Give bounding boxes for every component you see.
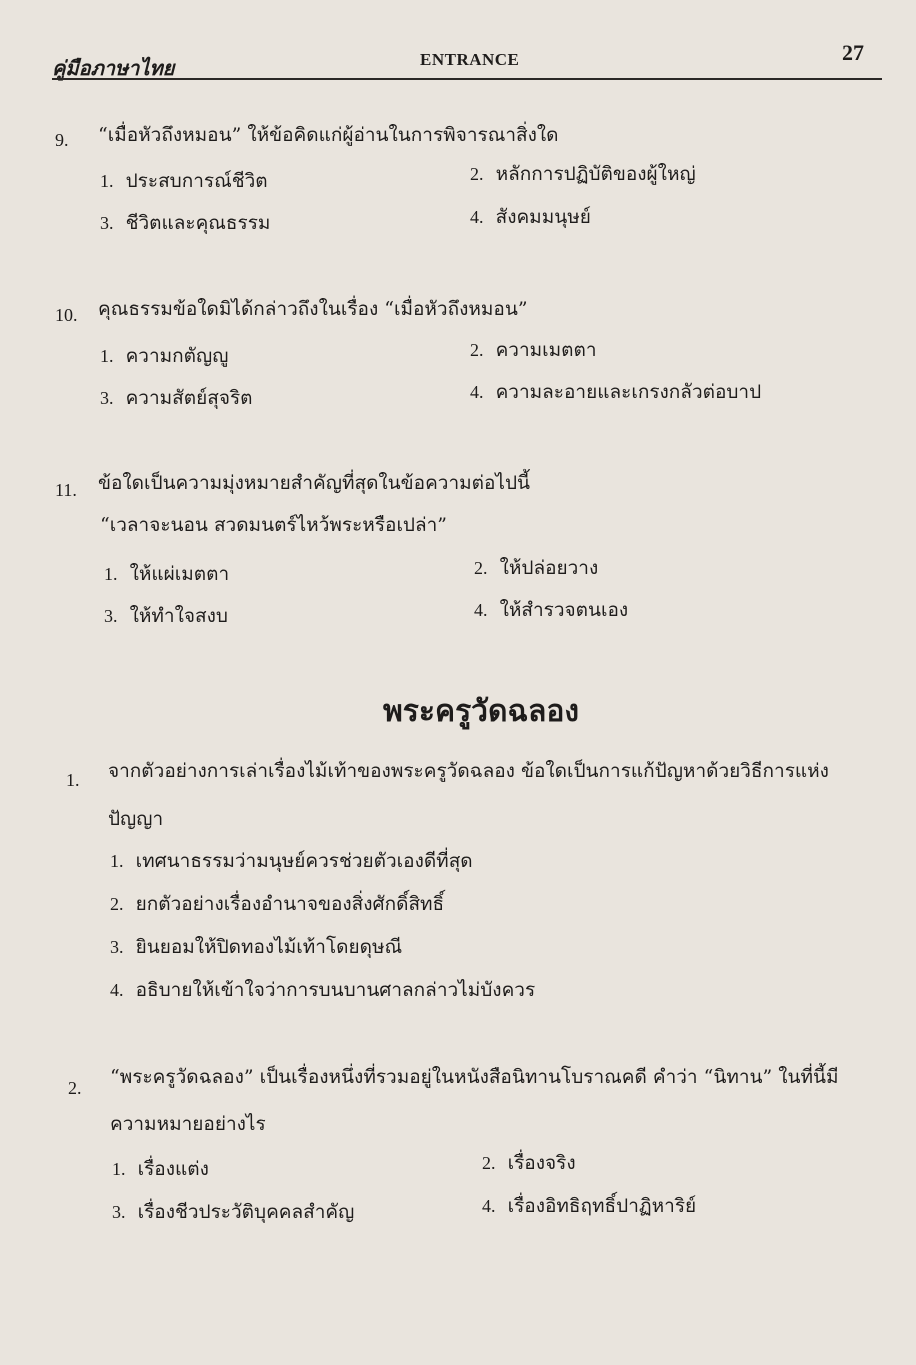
choice-text: ความกตัญญู: [125, 345, 229, 367]
choice-text: ชีวิตและคุณธรรม: [125, 212, 271, 234]
choice-text: เทศนาธรรมว่ามนุษย์ควรช่วยตัวเองดีที่สุด: [135, 850, 473, 872]
question-text: คุณธรรมข้อใดมิได้กล่าวถึงในเรื่อง “เมื่อหัวถึงหมอน”: [98, 298, 528, 320]
choice-3: [100, 387, 253, 410]
choice-2: [110, 893, 444, 916]
choice-text: ให้สำรวจตนเอง: [499, 599, 629, 621]
choice-4: [110, 979, 535, 1002]
question-text-line-1: “พระครูวัดฉลอง” เป็นเรื่องหนึ่งที่รวมอยู่ในหนังสือนิทานโบราณคดี คำว่า “นิทาน” ในที่นี้มี: [110, 1066, 839, 1088]
choice-number: 2.: [482, 1153, 496, 1173]
choice-2: [470, 339, 597, 362]
choice-1: [100, 345, 228, 368]
section-title: พระครูวัดฉลอง: [383, 694, 579, 729]
question-number: 10.: [55, 305, 78, 325]
choice-number: 3.: [104, 606, 118, 626]
choice-number: 1.: [110, 851, 124, 871]
choice-number: 4.: [474, 600, 488, 620]
choice-number: 3.: [100, 388, 114, 408]
choice-text: ประสบการณ์ชีวิต: [125, 170, 268, 192]
choice-text: ให้แผ่เมตตา: [129, 563, 230, 585]
choice-text: ความเมตตา: [495, 339, 597, 361]
choice-2: [482, 1152, 576, 1175]
choice-3: [104, 605, 228, 628]
choice-4: [470, 206, 591, 229]
choice-2: [474, 557, 598, 580]
choice-number: 2.: [470, 340, 484, 360]
question-text: “เมื่อหัวถึงหมอน” ให้ข้อคิดแก่ผู้อ่านในการพิจารณาสิ่งใด: [98, 124, 559, 146]
choice-text: ให้ทำใจสงบ: [129, 605, 228, 627]
choice-text: สังคมมนุษย์: [495, 206, 591, 228]
choice-1: [110, 850, 473, 873]
page-number: 27: [842, 40, 864, 65]
question-quote: “เวลาจะนอน สวดมนตร์ไหว้พระหรือเปล่า”: [100, 514, 448, 536]
choice-4: [474, 599, 628, 622]
question-text-line-2: ความหมายอย่างไร: [110, 1113, 266, 1135]
question-number: 1.: [66, 770, 80, 790]
running-header: ENTRANCE: [420, 50, 520, 69]
choice-3: [100, 212, 270, 235]
choice-number: 4.: [110, 980, 124, 1000]
choice-text: ความสัตย์สุจริต: [125, 387, 253, 409]
choice-number: 1.: [112, 1159, 126, 1179]
question-text: ข้อใดเป็นความมุ่งหมายสำคัญที่สุดในข้อความต่อไปนี้: [98, 472, 530, 494]
choice-number: 3.: [112, 1202, 126, 1222]
choice-number: 4.: [470, 382, 484, 402]
book-title: คู่มือภาษาไทย: [52, 56, 175, 80]
choice-number: 1.: [100, 171, 114, 191]
question-text-line-1: จากตัวอย่างการเล่าเรื่องไม้เท้าของพระครูวัดฉลอง ข้อใดเป็นการแก้ปัญหาด้วยวิธีการแห่ง: [108, 760, 829, 782]
choice-4: [482, 1195, 696, 1218]
choice-text: ให้ปล่อยวาง: [499, 557, 599, 579]
header-rule: [52, 78, 882, 80]
choice-text: อธิบายให้เข้าใจว่าการบนบานศาลกล่าวไม่บังควร: [135, 979, 536, 1001]
question-text-line-2: ปัญญา: [108, 808, 164, 830]
question-number: 11.: [55, 480, 77, 500]
choice-number: 2.: [474, 558, 488, 578]
question-number: 9.: [55, 130, 69, 150]
choice-number: 3.: [100, 213, 114, 233]
choice-text: เรื่องอิทธิฤทธิ์ปาฏิหาริย์: [507, 1195, 697, 1217]
question-number: 2.: [68, 1078, 82, 1098]
choice-text: เรื่องชีวประวัติบุคคลสำคัญ: [137, 1201, 355, 1223]
choice-number: 2.: [110, 894, 124, 914]
choice-1: [104, 563, 229, 586]
choice-number: 4.: [482, 1196, 496, 1216]
choice-text: หลักการปฏิบัติของผู้ใหญ่: [495, 163, 696, 185]
choice-4: [470, 381, 761, 404]
choice-number: 2.: [470, 164, 484, 184]
choice-text: ความละอายและเกรงกลัวต่อบาป: [495, 381, 762, 403]
choice-3: [110, 936, 402, 959]
choice-text: ยินยอมให้ปิดทองไม้เท้าโดยดุษณี: [135, 936, 403, 958]
choice-1: [112, 1158, 209, 1181]
choice-number: 3.: [110, 937, 124, 957]
choice-text: ยกตัวอย่างเรื่องอำนาจของสิ่งศักดิ์สิทธิ์: [135, 893, 445, 915]
choice-text: เรื่องแต่ง: [137, 1158, 209, 1180]
choice-3: [112, 1201, 354, 1224]
choice-number: 1.: [104, 564, 118, 584]
choice-number: 4.: [470, 207, 484, 227]
choice-number: 1.: [100, 346, 114, 366]
choice-text: เรื่องจริง: [507, 1152, 576, 1174]
choice-1: [100, 170, 268, 193]
choice-2: [470, 163, 696, 186]
